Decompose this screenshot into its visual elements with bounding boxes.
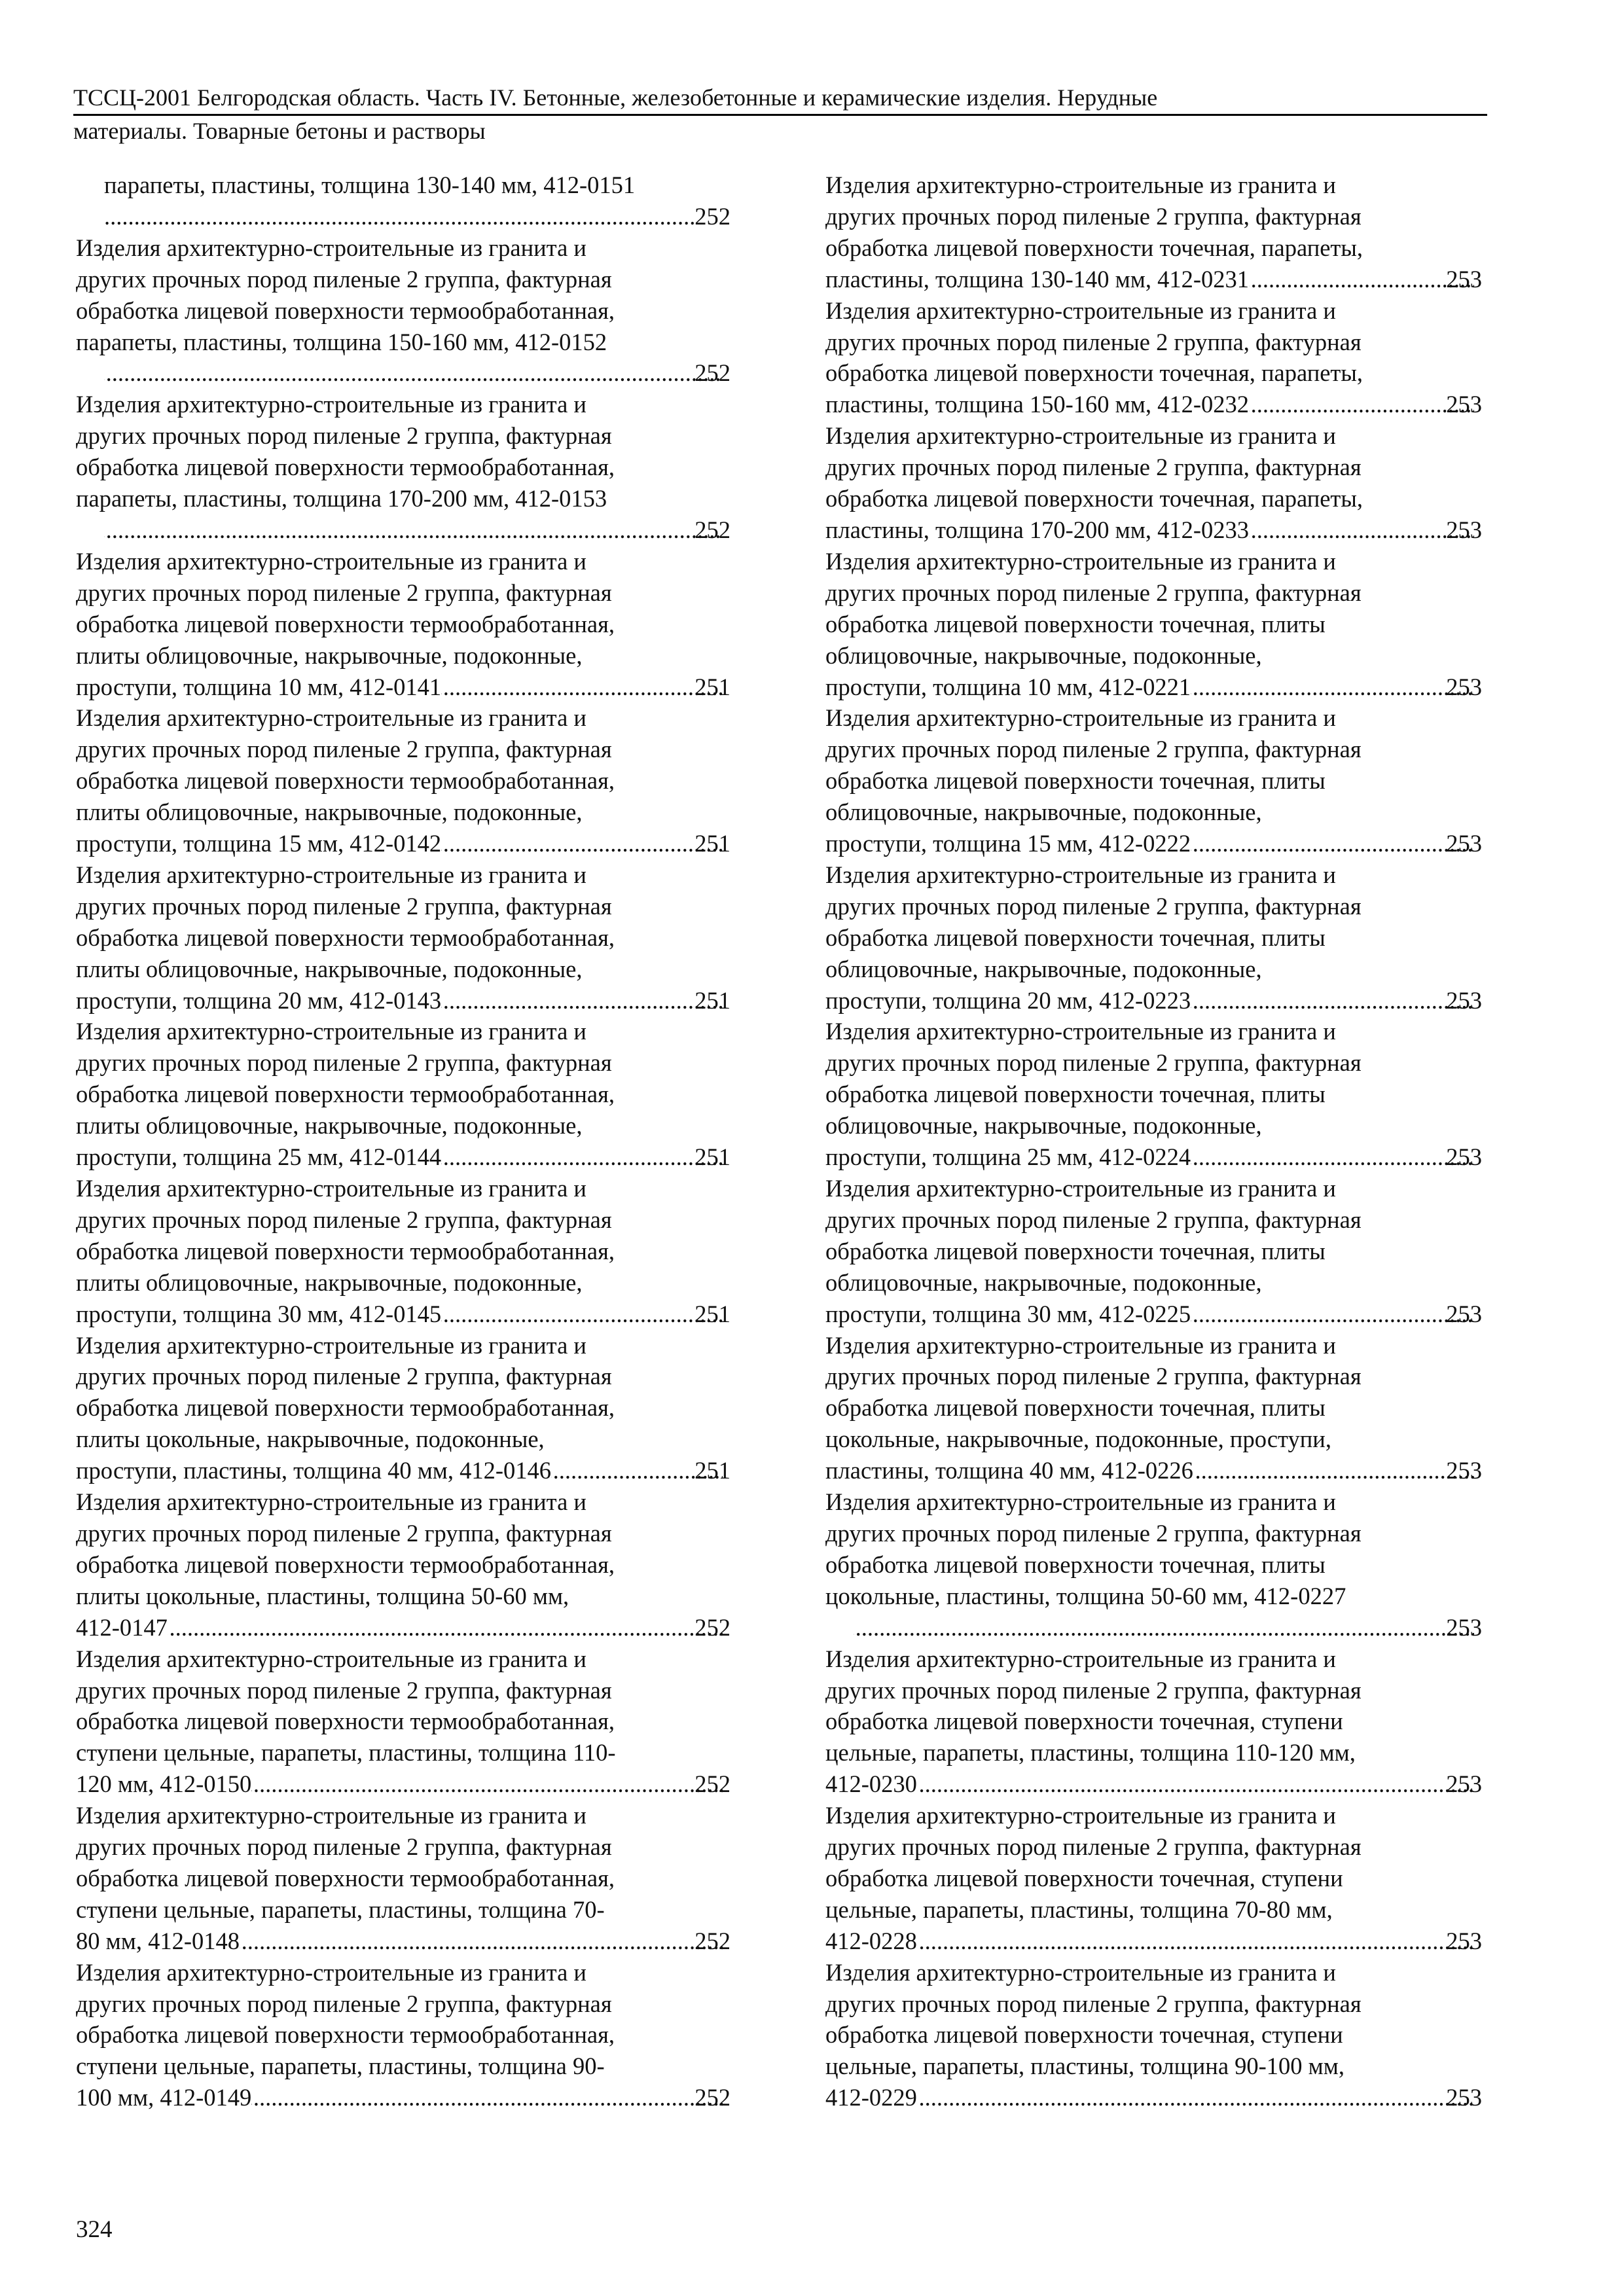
index-entry-text: проступи, пластины, толщина 40 мм, 412-0146 <box>76 1457 552 1484</box>
index-entry-line: Изделия архитектурно-строительные из гранита и <box>76 234 586 261</box>
index-entry-line: облицовочные, накрывочные, подоконные, <box>825 641 1262 669</box>
index-entry-last-line <box>76 1612 731 1643</box>
index-entry-line: Изделия архитектурно-строительные из гранита и <box>825 861 1336 888</box>
index-entry <box>76 1330 731 1487</box>
index-entry-last-line <box>76 828 731 859</box>
index-entry-line: Изделия архитектурно-строительные из гранита и <box>825 296 1336 324</box>
index-entry-line: Изделия архитектурно-строительные из гранита и <box>76 1802 586 1829</box>
index-entry-line: других прочных пород пиленые 2 группа, фактурная <box>825 736 1362 763</box>
index-entry-line: других прочных пород пиленые 2 группа, фактурная <box>825 1206 1362 1233</box>
index-entry <box>825 1800 1482 1957</box>
index-entry-page-number: 251 <box>695 673 731 700</box>
index-entry-last-line <box>825 514 1482 546</box>
index-entry <box>825 1330 1482 1487</box>
index-entry-line: Изделия архитектурно-строительные из гранита и <box>76 391 586 418</box>
index-entry-line: цокольные, пластины, толщина 50-60 мм, 412-0227 <box>825 1582 1346 1609</box>
index-column-left <box>76 170 731 2113</box>
index-entry-line: других прочных пород пиленые 2 группа, фактурная <box>825 1833 1362 1861</box>
index-entry-line: обработка лицевой поверхности точечная, ступени <box>825 1708 1343 1735</box>
index-entry-line: обработка лицевой поверхности точечная, плиты <box>825 610 1326 637</box>
index-entry-line: парапеты, пластины, толщина 150-160 мм, 412-0152 <box>76 328 607 355</box>
index-entry-line: Изделия архитектурно-строительные из гранита и <box>825 1175 1336 1202</box>
index-entry <box>825 295 1482 421</box>
index-entry-last-line <box>825 389 1482 420</box>
index-entry-page-number: 251 <box>695 1143 731 1171</box>
index-entry <box>825 702 1482 859</box>
index-entry-line: других прочных пород пиленые 2 группа, фактурная <box>76 1676 612 1704</box>
index-entry-text: проступи, толщина 15 мм, 412-0142 <box>76 830 442 857</box>
dot-leader <box>1249 514 1474 546</box>
index-entry-line: ступени цельные, парапеты, пластины, толщина 70- <box>76 1895 605 1923</box>
dot-leader <box>1191 985 1474 1016</box>
index-entry-line: обработка лицевой поверхности термообработанная, <box>76 2021 615 2049</box>
index-entry-line: обработка лицевой поверхности точечная, плиты <box>825 924 1326 951</box>
index-entry-line: цельные, парапеты, пластины, толщина 90-100 мм, <box>825 2053 1345 2080</box>
index-entry-line: Изделия архитектурно-строительные из гранита и <box>76 704 586 732</box>
index-entry-line: других прочных пород пиленые 2 группа, фактурная <box>76 1049 612 1077</box>
index-entry-line: других прочных пород пиленые 2 группа, фактурная <box>825 892 1362 920</box>
index-entry-page-number: 252 <box>695 1613 731 1641</box>
index-entry <box>76 1643 731 1801</box>
index-entry-line: других прочных пород пиленые 2 группа, фактурная <box>825 579 1362 606</box>
index-entry-page-number: 253 <box>1446 1143 1482 1171</box>
index-entry <box>76 702 731 859</box>
index-entry-page-number: 253 <box>1446 1770 1482 1798</box>
dot-leader <box>917 2082 1474 2113</box>
index-entry-last-line <box>825 1768 1482 1800</box>
index-entry-line: плиты облицовочные, накрывочные, подоконные, <box>76 955 583 982</box>
index-entry <box>76 389 731 546</box>
index-entry-text: 120 мм, 412-0150 <box>76 1770 252 1798</box>
index-entry-line: других прочных пород пиленые 2 группа, фактурная <box>825 328 1362 355</box>
index-entry-page-number: 251 <box>695 1457 731 1484</box>
index-entry-last-line <box>825 264 1482 295</box>
index-entry-page-number: 253 <box>1446 265 1482 293</box>
index-entry-line: облицовочные, накрывочные, подоконные, <box>825 955 1262 982</box>
dot-leader <box>240 1926 723 1957</box>
index-entry-line: обработка лицевой поверхности термообработанная, <box>76 1708 615 1735</box>
index-entry-text: 100 мм, 412-0149 <box>76 2084 252 2111</box>
index-entry <box>825 420 1482 546</box>
index-entry-line: Изделия архитектурно-строительные из гранита и <box>76 1488 586 1516</box>
index-entry-last-line <box>76 2082 731 2113</box>
index-entry <box>76 1957 731 2114</box>
index-entry-line: облицовочные, накрывочные, подоконные, <box>825 798 1262 826</box>
dot-leader <box>917 1768 1474 1800</box>
dot-leader <box>1193 1455 1474 1486</box>
index-entry-text: 412-0228 <box>825 1927 917 1954</box>
index-entry-line: Изделия архитектурно-строительные из гранита и <box>825 422 1336 450</box>
index-entry-line: обработка лицевой поверхности точечная, плиты <box>825 767 1326 795</box>
index-entry-text: проступи, толщина 25 мм, 412-0144 <box>76 1143 442 1171</box>
index-entry-last-line <box>825 1926 1482 1957</box>
index-entry-line: ступени цельные, парапеты, пластины, толщина 110- <box>76 1739 616 1767</box>
dot-leader <box>104 201 695 232</box>
index-entry-page-number: 253 <box>1446 391 1482 418</box>
index-entry-line: других прочных пород пиленые 2 группа, фактурная <box>76 1833 612 1861</box>
index-entry-text: проступи, толщина 30 мм, 412-0145 <box>76 1300 442 1327</box>
index-entry-line: Изделия архитектурно-строительные из гранита и <box>76 1331 586 1359</box>
index-entry <box>76 1800 731 1957</box>
index-entry-page-number: 251 <box>695 986 731 1014</box>
dot-leader <box>441 1141 723 1173</box>
index-entry-line: других прочных пород пиленые 2 группа, фактурная <box>76 736 612 763</box>
index-entry-line: облицовочные, накрывочные, подоконные, <box>825 1112 1262 1139</box>
index-entry-line: Изделия архитектурно-строительные из гранита и <box>825 1645 1336 1672</box>
index-entry-line: обработка лицевой поверхности точечная, ступени <box>825 1864 1343 1892</box>
index-entry-line: обработка лицевой поверхности термообработанная, <box>76 924 615 951</box>
index-entry-text: 412-0230 <box>825 1770 917 1798</box>
index-entry-last-line <box>76 672 731 703</box>
index-entry-page-number: 252 <box>695 202 731 230</box>
index-entry-last-line <box>76 1455 731 1486</box>
index-entry-page-number: 253 <box>1446 516 1482 543</box>
index-entry-page-number: 252 <box>695 1770 731 1798</box>
index-entry-text: 412-0229 <box>825 2084 917 2111</box>
index-entry <box>76 1173 731 1330</box>
index-entry-text: пластины, толщина 150-160 мм, 412-0232 <box>825 391 1250 418</box>
index-entry-text: проступи, толщина 15 мм, 412-0222 <box>825 830 1191 857</box>
index-entry-last-line <box>825 672 1482 703</box>
index-entry-last-line <box>104 357 731 389</box>
index-entry-line: других прочных пород пиленые 2 группа, фактурная <box>825 1049 1362 1077</box>
dot-leader <box>1191 1141 1474 1173</box>
index-entry <box>825 1486 1482 1643</box>
index-entry-line: Изделия архитектурно-строительные из гранита и <box>76 861 586 888</box>
index-entry-text: пластины, толщина 40 мм, 412-0226 <box>825 1457 1193 1484</box>
index-entry-line: парапеты, пластины, толщина 170-200 мм, 412-0153 <box>76 485 607 512</box>
index-entry-line: Изделия архитектурно-строительные из гранита и <box>76 1958 586 1986</box>
index-entry-page-number: 253 <box>1446 986 1482 1014</box>
index-entry-page-number: 253 <box>1446 1457 1482 1484</box>
index-entry-line: обработка лицевой поверхности точечная, плиты <box>825 1237 1326 1265</box>
index-entry-last-line <box>76 1141 731 1173</box>
index-entry-line: Изделия архитектурно-строительные из гранита и <box>76 1645 586 1672</box>
index-entry-line: обработка лицевой поверхности термообработанная, <box>76 1864 615 1892</box>
index-entry-last-line <box>825 1299 1482 1330</box>
index-entry-line: других прочных пород пиленые 2 группа, фактурная <box>76 892 612 920</box>
index-entry-line: других прочных пород пиленые 2 группа, фактурная <box>76 1519 612 1547</box>
index-entry-line: плиты цокольные, накрывочные, подоконные, <box>76 1426 545 1453</box>
index-entry-last-line <box>825 985 1482 1016</box>
index-entry-line: обработка лицевой поверхности термообработанная, <box>76 1237 615 1265</box>
index-entry-line: обработка лицевой поверхности точечная, парапеты, <box>825 485 1363 512</box>
index-entry-line: других прочных пород пиленые 2 группа, фактурная <box>76 422 612 450</box>
header-title-line-1: ТССЦ-2001 Белгородская область. Часть IV. Бетонные, железобетонные и керамические изделия. Нерудные <box>73 82 1487 116</box>
dot-leader <box>104 514 723 546</box>
index-entry-text: пластины, толщина 130-140 мм, 412-0231 <box>825 265 1250 293</box>
index-entry-line: других прочных пород пиленые 2 группа, фактурная <box>825 1676 1362 1704</box>
index-entry-line: обработка лицевой поверхности термообработанная, <box>76 296 615 324</box>
index-entry-last-line <box>76 985 731 1016</box>
index-entry-last-line <box>825 1455 1482 1486</box>
index-entry-text: проступи, толщина 10 мм, 412-0141 <box>76 673 442 700</box>
index-entry-text: пластины, толщина 170-200 мм, 412-0233 <box>825 516 1250 543</box>
index-entry-line: обработка лицевой поверхности точечная, парапеты, <box>825 234 1363 261</box>
index-entry <box>825 1957 1482 2114</box>
index-entry-line: облицовочные, накрывочные, подоконные, <box>825 1268 1262 1296</box>
dot-leader <box>1191 672 1474 703</box>
index-entry-last-line <box>76 1926 731 1957</box>
dot-leader <box>1191 828 1474 859</box>
index-entry-line: цельные, парапеты, пластины, толщина 70-80 мм, <box>825 1895 1333 1923</box>
index-entry <box>76 232 731 389</box>
dot-leader <box>1249 389 1474 420</box>
index-entry-page-number: 252 <box>695 516 731 543</box>
index-entry-text: проступи, толщина 25 мм, 412-0224 <box>825 1143 1191 1171</box>
index-entry-last-line <box>76 1299 731 1330</box>
index-entry-line: Изделия архитектурно-строительные из гранита и <box>825 547 1336 575</box>
index-entry-last-line <box>76 1768 731 1800</box>
index-entry-line: Изделия архитектурно-строительные из гранита и <box>825 1958 1336 1986</box>
index-entry-line: обработка лицевой поверхности термообработанная, <box>76 1081 615 1108</box>
index-entry-line: других прочных пород пиленые 2 группа, фактурная <box>76 1990 612 2017</box>
index-entry-line: обработка лицевой поверхности точечная, плиты <box>825 1394 1326 1422</box>
index-entry-line: обработка лицевой поверхности термообработанная, <box>76 610 615 637</box>
index-entry-page-number: 253 <box>1446 830 1482 857</box>
index-entry-line: Изделия архитектурно-строительные из гранита и <box>76 1018 586 1045</box>
index-entry-last-line <box>104 514 731 546</box>
index-entry-line: плиты цокольные, пластины, толщина 50-60 мм, <box>76 1582 569 1609</box>
dot-leader <box>251 2082 723 2113</box>
index-entry-line: других прочных пород пиленые 2 группа, фактурная <box>825 454 1362 481</box>
index-entry-line: Изделия архитектурно-строительные из гранита и <box>825 1331 1336 1359</box>
index-entry-last-line <box>825 1141 1482 1173</box>
index-entry-last-line <box>825 828 1482 859</box>
dot-leader <box>1191 1299 1474 1330</box>
index-entry-line: обработка лицевой поверхности точечная, плиты <box>825 1081 1326 1108</box>
index-entry-line: Изделия архитектурно-строительные из гранита и <box>825 1488 1336 1516</box>
header-title-line-2: материалы. Товарные бетоны и растворы <box>73 118 486 144</box>
index-entry-line: обработка лицевой поверхности точечная, ступени <box>825 2021 1343 2049</box>
dot-leader <box>441 828 723 859</box>
index-entry-line: других прочных пород пиленые 2 группа, фактурная <box>76 265 612 293</box>
index-entry-page-number: 252 <box>695 1927 731 1954</box>
index-entry-page-number: 252 <box>695 359 731 387</box>
index-entry-line: обработка лицевой поверхности точечная, плиты <box>825 1551 1326 1578</box>
index-entry-line: цельные, парапеты, пластины, толщина 110-120 мм, <box>825 1739 1356 1767</box>
index-entry <box>76 859 731 1016</box>
index-entry-line: обработка лицевой поверхности термообработанная, <box>76 454 615 481</box>
dot-leader <box>104 357 723 389</box>
dot-leader <box>1249 264 1474 295</box>
index-entry-line: других прочных пород пиленые 2 группа, фактурная <box>825 1519 1362 1547</box>
index-entry-line: парапеты, пластины, толщина 130-140 мм, 412-0151 <box>104 171 636 198</box>
index-entry-last-line <box>854 1612 1482 1643</box>
index-entry-last-line <box>104 201 731 232</box>
index-entry <box>825 1643 1482 1801</box>
index-entry-line: плиты облицовочные, накрывочные, подоконные, <box>76 641 583 669</box>
dot-leader <box>917 1926 1474 1957</box>
index-entry-page-number: 251 <box>695 830 731 857</box>
index-entry-page-number: 253 <box>1446 1613 1482 1641</box>
index-entry-line: Изделия архитектурно-строительные из гранита и <box>76 1175 586 1202</box>
index-entry-line: плиты облицовочные, накрывочные, подоконные, <box>76 1268 583 1296</box>
dot-leader <box>251 1768 723 1800</box>
index-entry-line: других прочных пород пиленые 2 группа, фактурная <box>76 1206 612 1233</box>
index-entry-line: обработка лицевой поверхности термообработанная, <box>76 1551 615 1578</box>
index-entry-page-number: 252 <box>695 2084 731 2111</box>
index-entry-line: других прочных пород пиленые 2 группа, фактурная <box>825 1990 1362 2017</box>
index-entry-line: других прочных пород пиленые 2 группа, фактурная <box>76 579 612 606</box>
index-entry-line: обработка лицевой поверхности термообработанная, <box>76 1394 615 1422</box>
index-entry-page-number: 253 <box>1446 1300 1482 1327</box>
index-entry-line: других прочных пород пиленые 2 группа, фактурная <box>825 1363 1362 1390</box>
index-entry <box>76 546 731 703</box>
index-entry <box>76 1016 731 1173</box>
index-entry-line: плиты облицовочные, накрывочные, подоконные, <box>76 798 583 826</box>
index-entry <box>825 1016 1482 1173</box>
index-entry-text: проступи, толщина 10 мм, 412-0221 <box>825 673 1191 700</box>
dot-leader <box>441 985 723 1016</box>
dot-leader <box>441 1299 723 1330</box>
page-number: 324 <box>76 2216 113 2243</box>
index-entry <box>825 170 1482 295</box>
index-entry <box>825 546 1482 703</box>
index-entry-text: проступи, толщина 30 мм, 412-0225 <box>825 1300 1191 1327</box>
index-entry-line: Изделия архитектурно-строительные из гранита и <box>825 704 1336 732</box>
index-column-right <box>825 170 1482 2113</box>
index-entry-line: других прочных пород пиленые 2 группа, фактурная <box>76 1363 612 1390</box>
index-entry <box>76 170 731 232</box>
index-entry <box>76 1486 731 1643</box>
index-entry-line: Изделия архитектурно-строительные из гранита и <box>825 1802 1336 1829</box>
index-entry-line: Изделия архитектурно-строительные из гранита и <box>825 171 1336 198</box>
index-entry-text: проступи, толщина 20 мм, 412-0223 <box>825 986 1191 1014</box>
page-header <box>73 82 1487 147</box>
index-entry-line: обработка лицевой поверхности термообработанная, <box>76 767 615 795</box>
index-entry-text: проступи, толщина 20 мм, 412-0143 <box>76 986 442 1014</box>
index-entry <box>825 859 1482 1016</box>
index-entry-line: плиты облицовочные, накрывочные, подоконные, <box>76 1112 583 1139</box>
index-entry-line: Изделия архитектурно-строительные из гранита и <box>76 547 586 575</box>
index-entry-last-line <box>825 2082 1482 2113</box>
index-entry-page-number: 253 <box>1446 2084 1482 2111</box>
index-entry-page-number: 253 <box>1446 673 1482 700</box>
dot-leader <box>168 1612 723 1643</box>
dot-leader <box>854 1612 1474 1643</box>
index-entry-line: ступени цельные, парапеты, пластины, толщина 90- <box>76 2053 605 2080</box>
index-entry-page-number: 251 <box>695 1300 731 1327</box>
index-entry-text: 412-0147 <box>76 1613 168 1641</box>
index-entry-line: обработка лицевой поверхности точечная, парапеты, <box>825 359 1363 387</box>
index-entry-line: цокольные, накрывочные, подоконные, проступи, <box>825 1426 1331 1453</box>
index-entry <box>825 1173 1482 1330</box>
index-entry-line: Изделия архитектурно-строительные из гранита и <box>825 1018 1336 1045</box>
index-entry-page-number: 253 <box>1446 1927 1482 1954</box>
dot-leader <box>441 672 723 703</box>
index-entry-line: других прочных пород пиленые 2 группа, фактурная <box>825 202 1362 230</box>
index-entry-text: 80 мм, 412-0148 <box>76 1927 240 1954</box>
